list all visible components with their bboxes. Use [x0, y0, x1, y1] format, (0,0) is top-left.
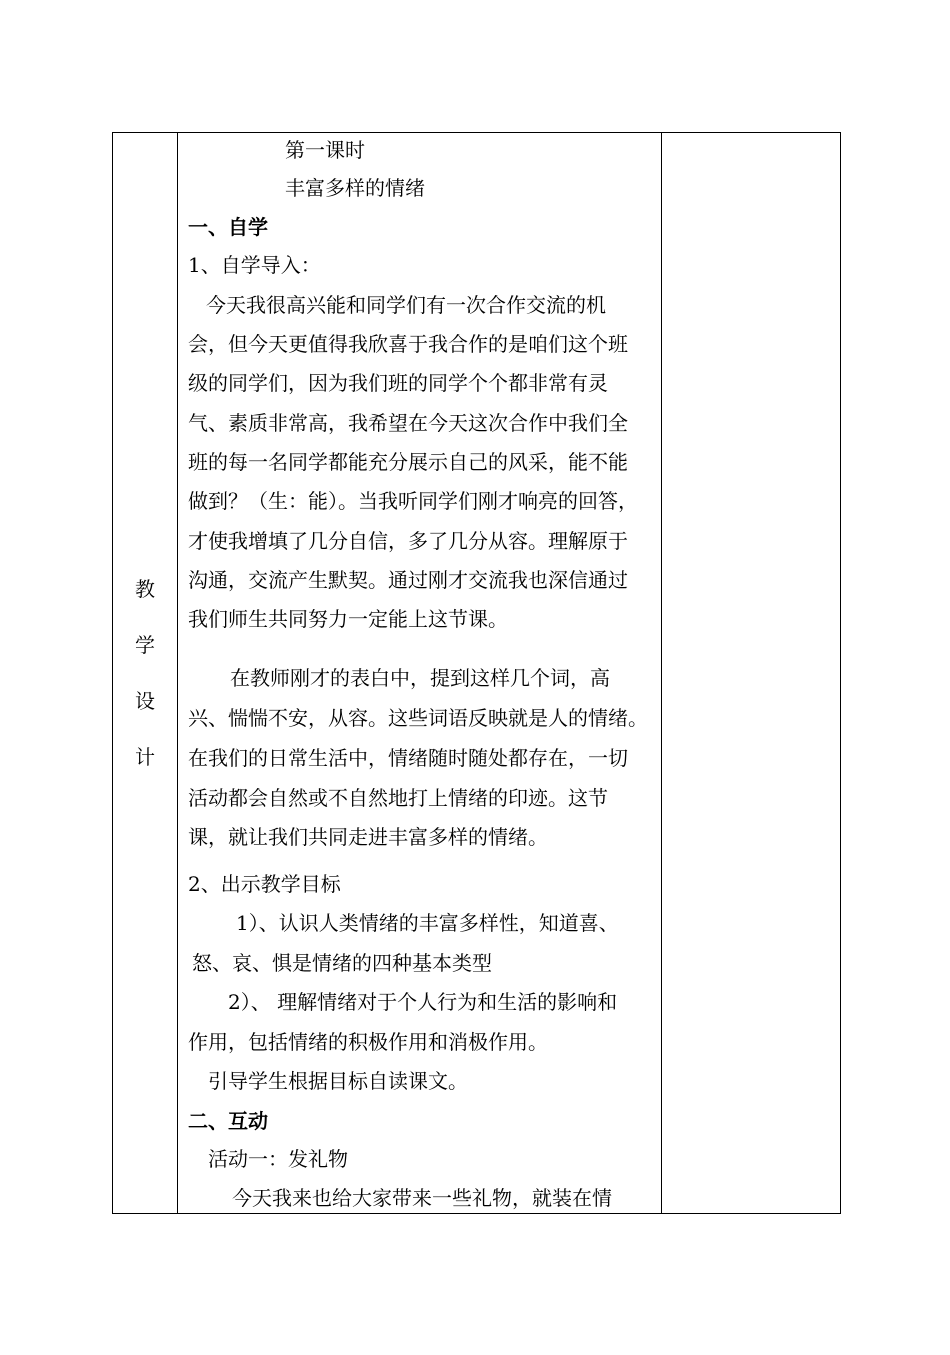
text-line: 今天我很高兴能和同学们有一次合作交流的机: [206, 293, 606, 317]
notes-cell: [662, 133, 841, 1214]
text-line: 做到？（生：能）。当我听同学们刚才响亮的回答，: [188, 489, 638, 513]
text-line: 1、自学导入：: [188, 253, 321, 277]
text-line: 1）、认识人类情绪的丰富多样性，知道喜、: [236, 911, 619, 935]
section-label-cell: [113, 133, 178, 1214]
text-line: 气、素质非常高，我希望在今天这次合作中我们全: [188, 411, 628, 435]
text-line: 兴、惴惴不安，从容。这些词语反映就是人的情绪。: [188, 706, 648, 730]
text-line: 怒、哀、惧是情绪的四种基本类型: [192, 951, 492, 975]
text-line: 2、出示教学目标: [188, 872, 341, 896]
text-line: 作用，包括情绪的积极作用和消极作用。: [188, 1030, 548, 1054]
label-char: 计: [135, 745, 155, 769]
text-line: 课，就让我们共同走进丰富多样的情绪。: [188, 825, 548, 849]
text-line: 会，但今天更值得我欣喜于我合作的是咱们这个班: [188, 332, 628, 356]
label-char: 设: [135, 689, 155, 713]
text-line: 在教师刚才的表白中，提到这样几个词，高: [230, 666, 610, 690]
text-line: 2）、 理解情绪对于个人行为和生活的影响和: [228, 990, 618, 1014]
text-line: 级的同学们，因为我们班的同学个个都非常有灵: [188, 371, 608, 395]
text-line: 沟通，交流产生默契。通过刚才交流我也深信通过: [188, 568, 628, 592]
text-line: 我们师生共同努力一定能上这节课。: [188, 607, 508, 631]
content-cell: [178, 133, 662, 1214]
label-char: 学: [135, 633, 155, 657]
lesson-content: [178, 133, 661, 1213]
text-line: 班的每一名同学都能充分展示自己的风采，能不能: [188, 450, 628, 474]
label-char: 教: [135, 577, 155, 601]
text-line: 活动一：发礼物: [208, 1147, 348, 1171]
text-line: 才使我增填了几分自信，多了几分从容。理解原于: [188, 529, 628, 553]
section-label: [113, 561, 177, 785]
lesson-period: 第一课时: [285, 138, 365, 162]
lesson-plan-table: [112, 132, 841, 1214]
section-heading: 二、互动: [188, 1109, 268, 1133]
lesson-title: 丰富多样的情绪: [285, 176, 425, 200]
text-line: 引导学生根据目标自读课文。: [208, 1069, 468, 1093]
text-line: 活动都会自然或不自然地打上情绪的印迹。这节: [188, 786, 608, 810]
section-heading: 一、自学: [188, 215, 268, 239]
table-row: [113, 133, 841, 1214]
text-line: 在我们的日常生活中，情绪随时随处都存在，一切: [188, 746, 628, 770]
text-line: 今天我来也给大家带来一些礼物，就装在情: [232, 1186, 612, 1210]
